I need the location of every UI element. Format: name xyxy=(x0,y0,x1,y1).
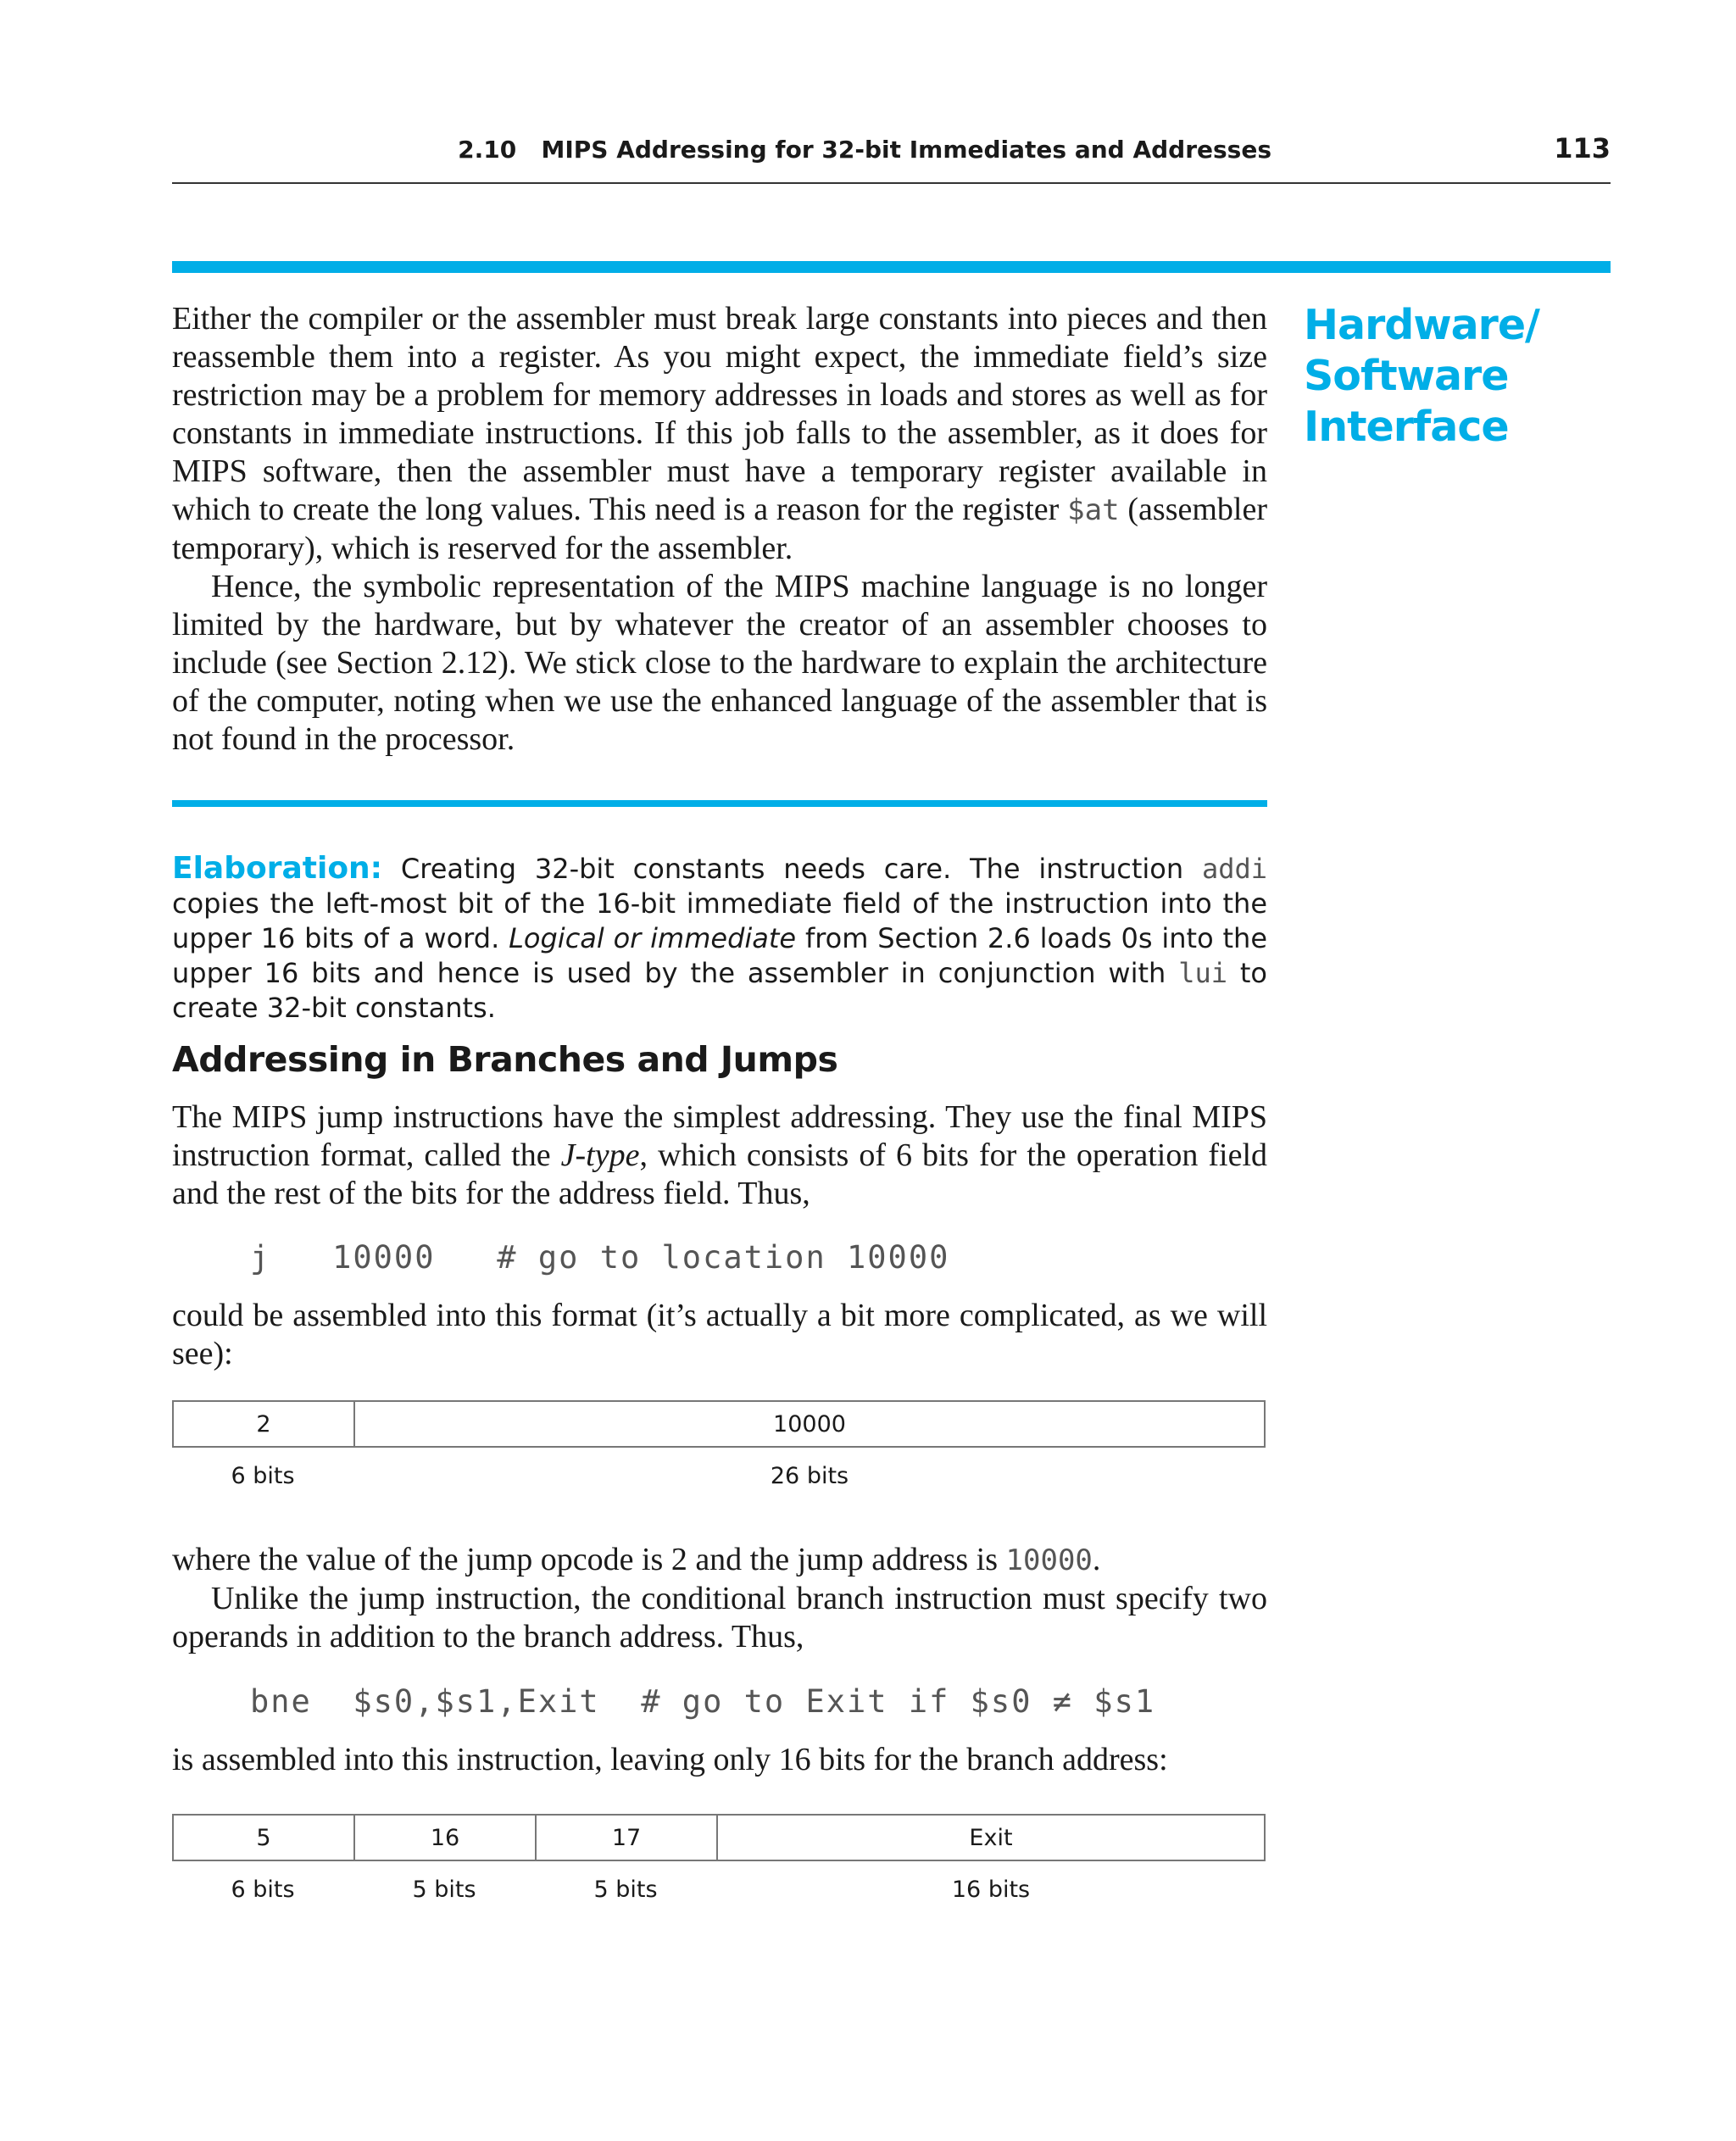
jump-paragraph-2 xyxy=(172,1297,1267,1373)
bit-width-label: 5 bits xyxy=(593,1877,658,1903)
bit-width-label: 26 bits xyxy=(770,1463,849,1489)
header-section-title: 2.10 MIPS Addressing for 32-bit Immediates and Addresses xyxy=(458,136,1271,164)
j-type-term: J-type xyxy=(560,1137,640,1173)
opcode-field: 2 xyxy=(174,1402,355,1446)
branch-p2-text: is assembled into this instruction, leaving only 16 bits for the branch address: xyxy=(172,1742,1168,1777)
elaboration-text-4: to create 32-bit constants. xyxy=(172,957,1268,1024)
address-field: 10000 xyxy=(773,1410,846,1438)
branch-paragraph-1: Unlike the jump instruction, the conditional branch instruction must specify two operands in addition to the branch address. Thus, xyxy=(172,1581,1267,1654)
interface-p1-text: Either the compiler or the assembler must break large constants into pieces and then reassemble them into a register. As you might expect, the immediate field’s size restriction may be a problem for memory addresses in loads and stores as well as for constants in immediate instructions. If this job falls to the assembler, as it does for MIPS software, then the assembler must have a temporary register available in which to create the long values. This need is a reason for the register xyxy=(172,301,1267,527)
elaboration-paragraph xyxy=(172,851,1267,1026)
jump-code-example: j 10000 # go to location 10000 xyxy=(250,1239,950,1276)
interface-box-text xyxy=(172,300,1267,759)
jump-p3-text-b: . xyxy=(1092,1542,1101,1577)
jump-p3-text-a: where the value of the jump opcode is 2 and the jump address is xyxy=(172,1542,1006,1577)
sidebar-line-3: Interface xyxy=(1304,403,1509,451)
section-heading: Addressing in Branches and Jumps xyxy=(172,1039,838,1080)
elaboration-label: Elaboration: xyxy=(172,851,383,886)
sidebar-line-1: Hardware/ xyxy=(1304,301,1539,349)
branch-paragraph-2 xyxy=(172,1741,1267,1779)
sidebar-line-2: Software xyxy=(1304,352,1509,400)
jump-paragraph-3 xyxy=(172,1541,1267,1656)
elaboration-italic: Logical or immediate xyxy=(509,922,797,954)
jump-p1-text-a: The MIPS jump instructions have the simplest addressing. They use the final MIPS instruction format, called the xyxy=(172,1099,1267,1173)
interface-p1-end: (assembler temporary), which is reserved for the assembler. xyxy=(172,492,1267,566)
elaboration-text-1: Creating 32-bit constants needs care. The instruction xyxy=(382,853,1202,885)
interface-box-bottom-rule xyxy=(172,800,1267,807)
rt-field: 17 xyxy=(537,1816,718,1860)
jump-p1-text-b: , which consists of 6 bits for the operation field and the rest of the bits for the address field. Thus, xyxy=(172,1137,1268,1211)
interface-paragraph-1 xyxy=(172,300,1267,568)
page-number: 113 xyxy=(1554,132,1611,164)
at-register-code: $at xyxy=(1067,493,1120,527)
jump-paragraph-1 xyxy=(172,1098,1267,1213)
bit-width-label: 16 bits xyxy=(951,1877,1031,1903)
jump-format-bit-widths xyxy=(172,1463,1266,1489)
interface-box-top-rule xyxy=(172,261,1611,273)
jump-address-code: 10000 xyxy=(1005,1543,1093,1577)
bit-width-label: 6 bits xyxy=(231,1877,295,1903)
interface-paragraph-2: Hence, the symbolic representation of the MIPS machine language is no longer limited by the hardware, but by whatever the creator of an assembler chooses to include (see Section 2.12). We stick close to the hardware to explain the architecture of the computer, noting when we use the enhanced language of the assembler that is not found in the processor. xyxy=(172,569,1267,757)
addi-code: addi xyxy=(1201,853,1267,885)
branch-address-field: Exit xyxy=(969,1824,1013,1851)
jump-p2-text: could be assembled into this format (it’s actually a bit more complicated, as we will see): xyxy=(172,1298,1267,1371)
elaboration-text-2: copies the left-most bit of the 16-bit immediate field of the instruction into the upper 16 bits of a word. xyxy=(172,887,1267,954)
bit-width-label: 5 bits xyxy=(412,1877,476,1903)
branch-format-bit-widths xyxy=(172,1877,1266,1903)
opcode-field: 5 xyxy=(174,1816,355,1860)
bit-width-label: 6 bits xyxy=(231,1463,295,1489)
jump-format-diagram xyxy=(172,1400,1266,1448)
elaboration-text-3: from Section 2.6 loads 0s into the upper 16 bits and hence is used by the assembler in conjunction with xyxy=(172,922,1268,989)
lui-code: lui xyxy=(1178,957,1227,989)
running-header xyxy=(172,127,1611,184)
rs-field: 16 xyxy=(355,1816,537,1860)
hardware-software-interface-label xyxy=(1304,300,1583,453)
branch-format-diagram xyxy=(172,1814,1266,1861)
branch-code-example: bne $s0,$s1,Exit # go to Exit if $s0 ≠ $s1 xyxy=(250,1683,1156,1720)
